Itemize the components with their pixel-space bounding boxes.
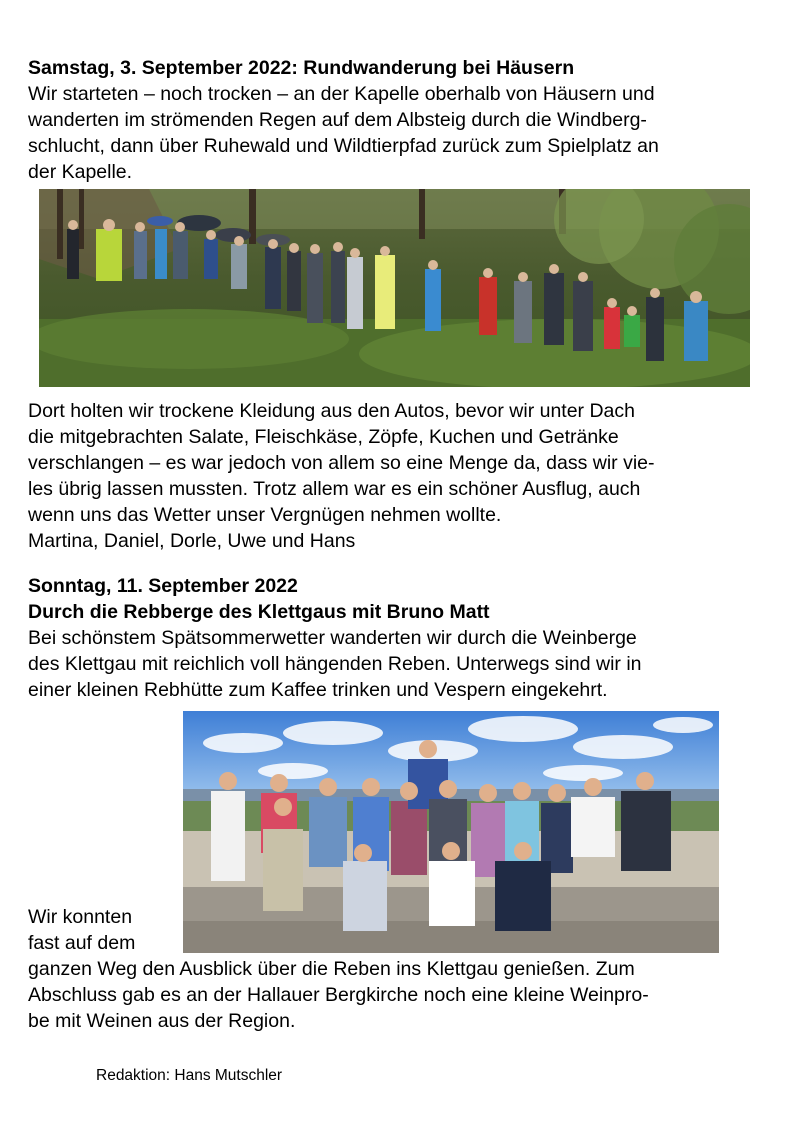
section1-intro-line-3: schlucht, dann über Ruhewald und Wildtierpfad zurück zum Spielplatz an <box>28 135 659 157</box>
section2-body-line-3: be mit Weinen aus der Region. <box>28 1010 296 1032</box>
editor-credit: Redaktion: Hans Mutschler <box>96 1067 283 1084</box>
section1-intro-line-2: wanderten im strömenden Regen auf dem Albsteig durch die Windberg- <box>28 109 647 131</box>
forest-photo-illustration <box>39 189 750 387</box>
group-photo-klettgau <box>183 711 719 953</box>
section1-body-line-1: Dort holten wir trockene Kleidung aus den Autos, bevor wir unter Dach <box>28 400 635 422</box>
section1-heading: Samstag, 3. September 2022: Rundwanderung bei Häusern <box>28 57 575 79</box>
section2-intro-line-1: Bei schönstem Spätsommerwetter wanderten wir durch die Weinberge <box>28 627 637 649</box>
section2-heading-title: Durch die Rebberge des Klettgaus mit Bruno Matt <box>28 601 490 623</box>
section1-intro-line-4: der Kapelle. <box>28 161 133 183</box>
section2-side-line-1: Wir konnten <box>28 906 133 928</box>
section2-body-line-1: ganzen Weg den Ausblick über die Reben ins Klettgau genießen. Zum <box>28 958 635 980</box>
section1-signature: Martina, Daniel, Dorle, Uwe und Hans <box>28 530 356 552</box>
section2-heading-date: Sonntag, 11. September 2022 <box>28 575 298 597</box>
section1-body-line-5: wenn uns das Wetter unser Vergnügen nehmen wollte. <box>28 504 502 526</box>
section1-intro-line-1: Wir starteten – noch trocken – an der Kapelle oberhalb von Häusern und <box>28 83 655 105</box>
vineyard-photo-illustration <box>183 711 719 953</box>
section1-body-line-3: verschlangen – es war jedoch von allem so eine Menge da, dass wir vie- <box>28 452 655 474</box>
section2-intro-line-3: einer kleinen Rebhütte zum Kaffee trinken und Vespern eingekehrt. <box>28 679 608 701</box>
hiking-group-rain-photo <box>39 189 750 387</box>
section1-body-line-2: die mitgebrachten Salate, Fleischkäse, Zöpfe, Kuchen und Getränke <box>28 426 619 448</box>
section2-intro-line-2: des Klettgau mit reichlich voll hängenden Reben. Unterwegs sind wir in <box>28 653 642 675</box>
section1-body-line-4: les übrig lassen mussten. Trotz allem war es ein schöner Ausflug, auch <box>28 478 641 500</box>
section2-side-line-2: fast auf dem <box>28 932 136 954</box>
section2-body-line-2: Abschluss gab es an der Hallauer Bergkirche noch eine kleine Weinpro- <box>28 984 649 1006</box>
